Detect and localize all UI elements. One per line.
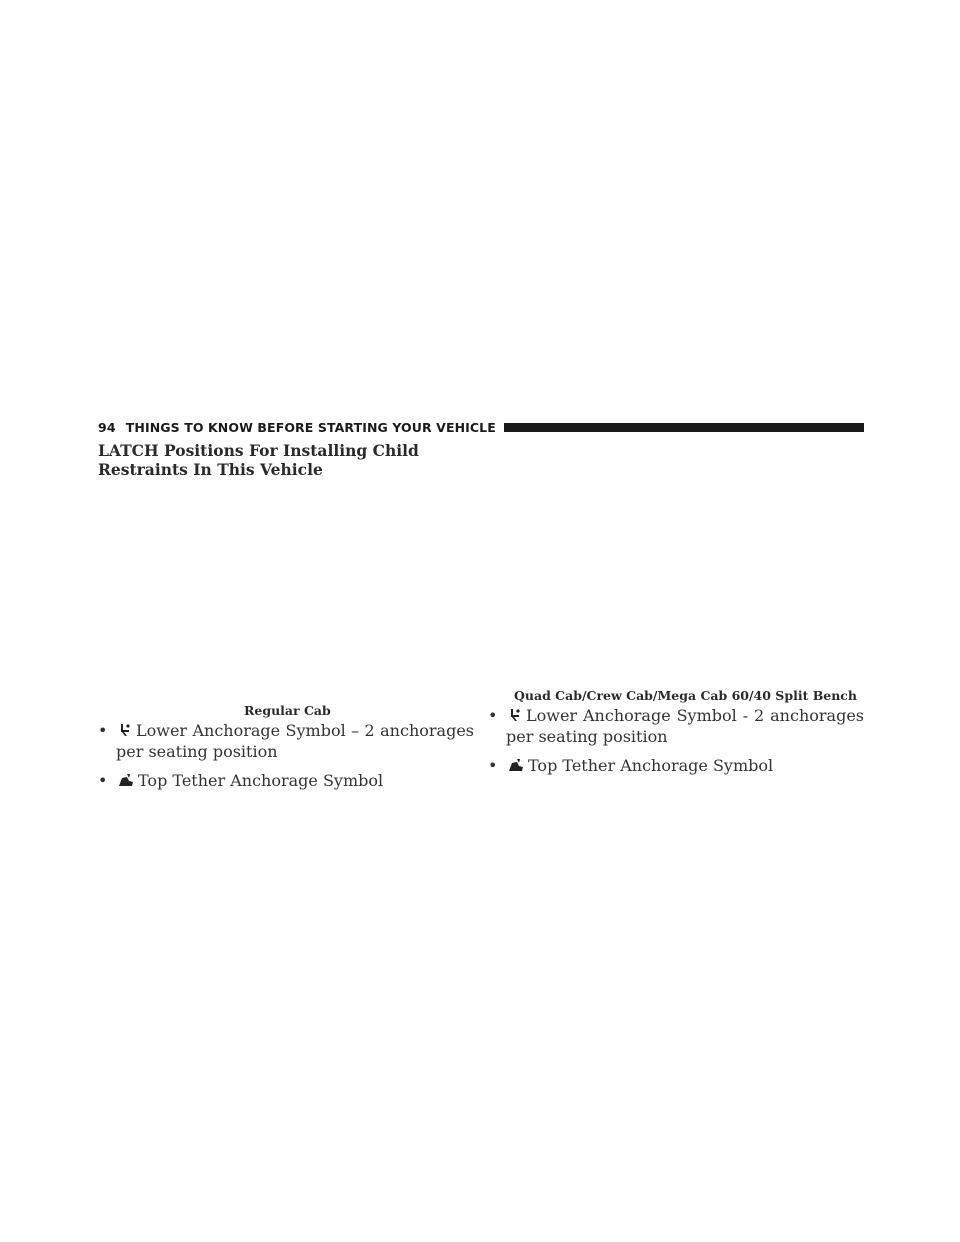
bullet-list-regular-cab: [98, 721, 474, 801]
header-rule: [504, 423, 864, 432]
page-header: [98, 417, 864, 437]
running-title: THINGS TO KNOW BEFORE STARTING YOUR VEHICLE: [125, 419, 496, 435]
lower-anchorage-icon: [118, 722, 132, 742]
list-item: • Top Tether Anchorage Symbol: [98, 771, 384, 790]
lower-anchorage-icon: [508, 707, 522, 727]
bullet-list-quad-crew-mega-cab: [488, 706, 864, 786]
list-item: • Lower Anchorage Symbol – 2 anchorages per seating position: [98, 721, 474, 761]
list-item: • Lower Anchorage Symbol - 2 anchorages per seating position: [488, 706, 864, 746]
section-heading: LATCH Positions For Installing Child Restraints In This Vehicle: [98, 441, 419, 479]
figure-caption-quad-crew-mega-cab: Quad Cab/Crew Cab/Mega Cab 60/40 Split Bench: [514, 688, 857, 703]
list-item: • Top Tether Anchorage Symbol: [488, 756, 774, 775]
top-tether-icon: [508, 757, 524, 777]
page-number: 94: [98, 419, 116, 435]
figure-caption-regular-cab: Regular Cab: [244, 703, 331, 718]
top-tether-icon: [118, 772, 134, 792]
